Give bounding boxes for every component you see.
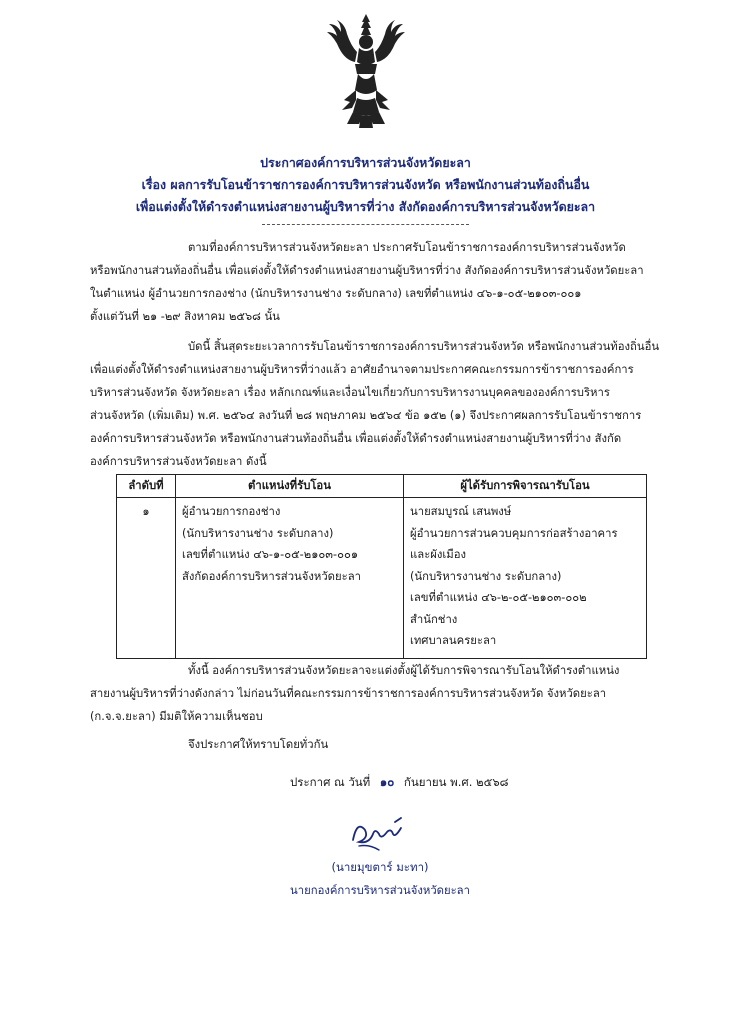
paragraph-closing [188, 733, 488, 756]
announce-date [290, 771, 508, 793]
title-divider [262, 224, 469, 225]
column-header-person: ผู้ได้รับการพิจารณารับโอน [404, 475, 647, 498]
signer-name: (นายมุขตาร์ มะทา) [331, 860, 429, 874]
announcement-subject-continued: เพื่อแต่งตั้งให้ดำรงตำแหน่งสายงานผู้บริหารที่ว่าง สังกัดองค์การบริหารส่วนจังหวัดยะลา [135, 199, 596, 214]
cell-line: เทศบาลนครยะลา [410, 634, 497, 647]
paragraph-line: บริหารส่วนจังหวัด จังหวัดยะลา เรื่อง หลักเกณฑ์และเงื่อนไขเกี่ยวกับการบริหารงานบุคคลขององค์การบริหาร [90, 386, 610, 399]
table-row [117, 498, 647, 659]
cell-line: ผู้อำนวยการกองช่าง [182, 505, 281, 518]
cell-line: สังกัดองค์การบริหารส่วนจังหวัดยะลา [182, 569, 361, 583]
paragraph-line: ทั้งนี้ องค์การบริหารส่วนจังหวัดยะลาจะแต่งตั้งผู้ได้รับการพิจารณารับโอนให้ดำรงตำแหน่ง [188, 664, 620, 677]
paragraph-line: ตั้งแต่วันที่ ๒๑ -๒๙ สิงหาคม ๒๕๖๘ นั้น [90, 310, 280, 323]
paragraph-line: บัดนี้ สิ้นสุดระยะเวลาการรับโอนข้าราชการองค์การบริหารส่วนจังหวัด หรือพนักงานส่วนท้องถิ่นอื่น [188, 340, 660, 353]
date-month-year: กันยายน พ.ศ. ๒๕๖๘ [403, 775, 509, 789]
signature-image [345, 810, 411, 854]
paragraph-line: หรือพนักงานส่วนท้องถิ่นอื่น เพื่อแต่งตั้งให้ดำรงตำแหน่งสายงานผู้บริหารที่ว่าง สังกัดองค์การบริหารส่วนจังหวัดยะลา [90, 264, 644, 277]
paragraph-line: องค์การบริหารส่วนจังหวัด หรือพนักงานส่วนท้องถิ่นอื่น เพื่อแต่งตั้งให้ดำรงตำแหน่งสายงานผู้บริหารที่ว่าง สังกัด [90, 432, 622, 445]
paragraph-result [90, 335, 670, 473]
cell-line: สำนักช่าง [410, 612, 458, 626]
announcement-title: ประกาศองค์การบริหารส่วนจังหวัดยะลา [260, 155, 471, 170]
paragraph-line: สายงานผู้บริหารที่ว่างดังกล่าว ไม่ก่อนวันที่คณะกรรมการข้าราชการองค์การบริหารส่วนจังหวัด จังหวัดยะลา [90, 687, 607, 700]
paragraph-line: เพื่อแต่งตั้งให้ดำรงตำแหน่งสายงานผู้บริหารที่ว่างแล้ว อาศัยอำนาจตามประกาศคณะกรรมการข้าราชการองค์การ [90, 363, 634, 376]
garuda-emblem-icon [325, 12, 407, 130]
cell-line: (นักบริหารงานช่าง ระดับกลาง) [182, 526, 334, 540]
paragraph-line: องค์การบริหารส่วนจังหวัดยะลา ดังนี้ [90, 455, 267, 468]
transfer-result-table [116, 474, 647, 659]
cell-line: (นักบริหารงานช่าง ระดับกลาง) [410, 569, 562, 583]
paragraph-background [90, 236, 670, 328]
cell-person [404, 498, 647, 659]
cell-line: ผู้อำนวยการส่วนควบคุมการก่อสร้างอาคาร [410, 526, 618, 540]
column-header-position: ตำแหน่งที่รับโอน [176, 475, 404, 498]
column-header-order: ลำดับที่ [117, 475, 176, 498]
cell-line: และผังเมือง [410, 548, 467, 561]
announcement-subject: เรื่อง ผลการรับโอนข้าราชการองค์การบริหารส่วนจังหวัด หรือพนักงานส่วนท้องถิ่นอื่น [141, 177, 590, 192]
date-prefix: ประกาศ ณ วันที่ [290, 775, 371, 789]
cell-line: เลขที่ตำแหน่ง ๔๖-๑-๐๕-๒๑๐๓-๐๐๑ [182, 548, 359, 561]
signer-position: นายกองค์การบริหารส่วนจังหวัดยะลา [290, 884, 470, 897]
paragraph-condition [90, 659, 670, 728]
date-day: ๑๐ [379, 775, 395, 789]
cell-line: เลขที่ตำแหน่ง ๔๖-๒-๐๕-๒๑๐๓-๐๐๒ [410, 591, 587, 604]
paragraph-line: ตามที่องค์การบริหารส่วนจังหวัดยะลา ประกาศรับโอนข้าราชการองค์การบริหารส่วนจังหวัด [188, 241, 626, 254]
paragraph-line: จึงประกาศให้ทราบโดยทั่วกัน [188, 738, 329, 751]
cell-line: นายสมบูรณ์ เสนพงษ์ [410, 505, 512, 518]
paragraph-line: ในตำแหน่ง ผู้อำนวยการกองช่าง (นักบริหารงานช่าง ระดับกลาง) เลขที่ตำแหน่ง ๔๖-๑-๐๕-๒๑๐๓-๐๐๑ [90, 287, 582, 300]
cell-order: ๑ [117, 498, 176, 659]
cell-position [176, 498, 404, 659]
table-header-row [117, 475, 647, 498]
paragraph-line: (ก.จ.จ.ยะลา) มีมติให้ความเห็นชอบ [90, 710, 263, 723]
paragraph-line: ส่วนจังหวัด (เพิ่มเติม) พ.ศ. ๒๕๖๔ ลงวันที่ ๒๘ พฤษภาคม ๒๕๖๔ ข้อ ๑๕๒ (๑) จึงประกาศผลการรับโอนข้าราชการ [90, 409, 642, 422]
